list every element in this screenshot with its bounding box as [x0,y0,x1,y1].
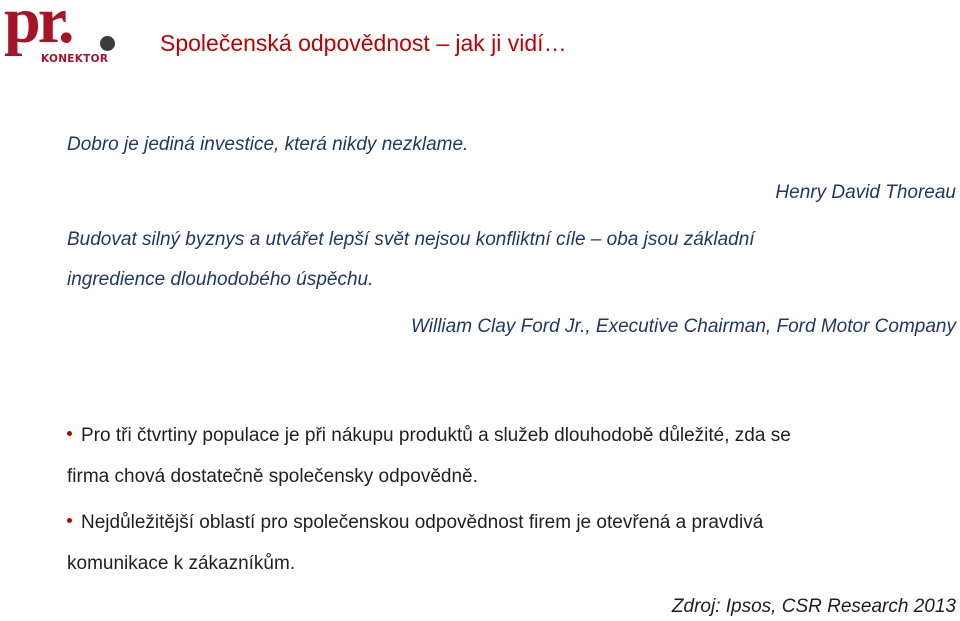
logo-subtitle: KONEKTOR [41,53,109,65]
quote-1-author: Henry David Thoreau [775,182,956,203]
bullet-dot-icon [67,431,72,436]
bullet-1-line-2: firma chová dostatečně společensky odpovědně. [67,466,478,487]
logo-dot [100,36,115,51]
quote-2-author: William Clay Ford Jr., Executive Chairman, Ford Motor Company [411,316,956,337]
bullet-1 [67,424,791,448]
logo [4,2,116,68]
logo-mark: pr. [4,0,72,57]
quote-2-text-line-2: ingredience dlouhodobého úspěchu. [67,269,374,290]
bullet-2 [67,511,763,535]
slide-title: Společenská odpovědnost – jak ji vidí… [160,30,567,56]
bullet-dot-icon [67,518,72,523]
quote-2-text-line-1: Budovat silný byznys a utvářet lepší svět nejsou konfliktní cíle – oba jsou základní [67,229,755,250]
quote-1-text: Dobro je jediná investice, která nikdy nezklame. [67,134,469,155]
bullet-2-line-1: Nejdůležitější oblastí pro společenskou odpovědnost firem je otevřená a pravdivá [81,512,764,533]
bullet-2-line-2: komunikace k zákazníkům. [67,553,296,574]
bullet-1-line-1: Pro tři čtvrtiny populace je při nákupu produktů a služeb dlouhodobě důležité, zda se [81,425,791,446]
source-citation: Zdroj: Ipsos, CSR Research 2013 [671,596,956,617]
